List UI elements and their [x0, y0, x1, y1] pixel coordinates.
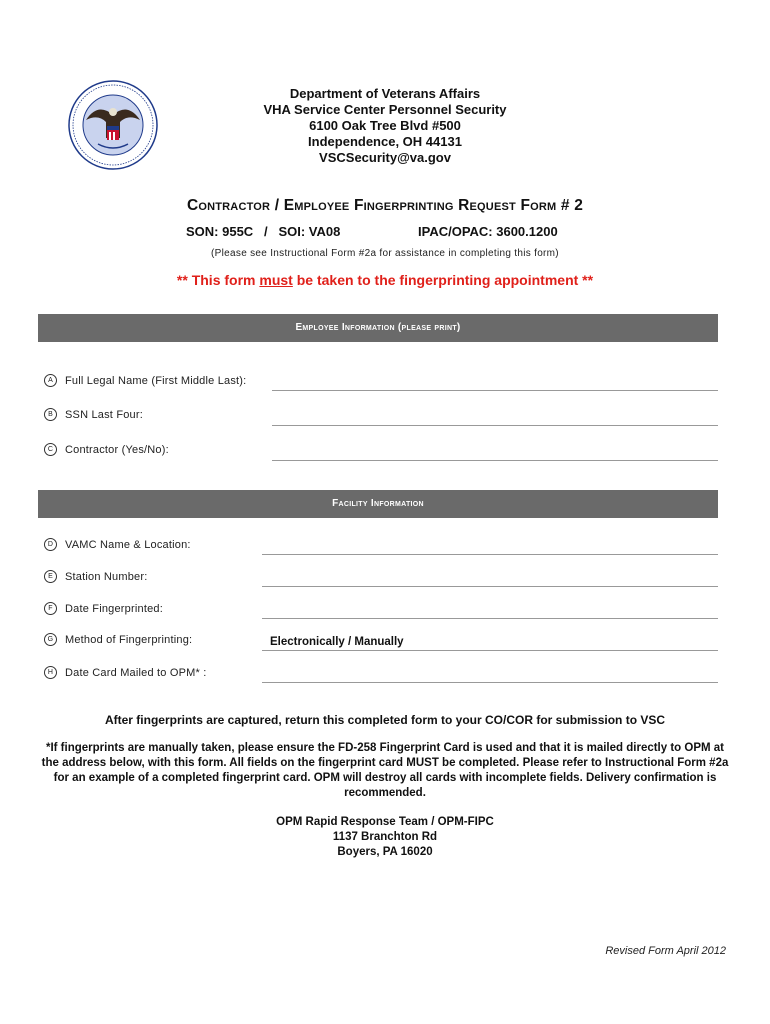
- header-line-email: VSCSecurity@va.gov: [319, 150, 451, 165]
- station-number-input-line[interactable]: [262, 586, 718, 587]
- ipac-code: IPAC/OPAC: 3600.1200: [418, 224, 558, 239]
- revision-date: Revised Form April 2012: [605, 945, 726, 957]
- marker-d-icon: D: [44, 538, 57, 551]
- must-note-suffix: be taken to the fingerprinting appointment **: [292, 272, 594, 288]
- method-input-line: [262, 650, 718, 651]
- opm-address-line-2: 1137 Branchton Rd: [332, 831, 438, 843]
- contractor-label: Contractor (Yes/No):: [65, 443, 169, 456]
- field-date-mailed: [44, 666, 207, 679]
- return-instructions: After fingerprints are captured, return this completed form to your CO/COR for submission to VSC: [104, 713, 666, 727]
- field-date-fingerprinted: [44, 602, 163, 615]
- opm-address-line-3: Boyers, PA 16020: [337, 846, 433, 858]
- marker-f-icon: F: [44, 602, 57, 615]
- marker-e-icon: E: [44, 570, 57, 583]
- ssn-input-line[interactable]: [272, 425, 718, 426]
- header-line-street: 6100 Oak Tree Blvd #500: [309, 118, 461, 133]
- marker-a-icon: A: [44, 374, 57, 387]
- marker-h-icon: H: [44, 666, 57, 679]
- field-method: [44, 633, 192, 646]
- must-note-emphasis: must: [259, 272, 293, 288]
- date-mailed-input-line[interactable]: [262, 682, 718, 683]
- field-vamc: [44, 538, 191, 551]
- header-line-city: Independence, OH 44131: [308, 134, 462, 149]
- vamc-input-line[interactable]: [262, 554, 718, 555]
- marker-g-icon: G: [44, 633, 57, 646]
- manual-fingerprint-note: *If fingerprints are manually taken, please ensure the FD-258 Fingerprint Card is used and that it is mailed directly to OPM at the address below, with this form. All fields on the fingerprint card MUST be completed. Please refer to Instructional Form #2a for an example of a completed fingerprint card. OPM will destroy all cards with incomplete fields. Delivery confirmation is recommended.: [41, 742, 729, 799]
- va-seal-icon: [68, 80, 158, 170]
- must-note-prefix: ** This form: [176, 272, 260, 288]
- opm-address: [0, 815, 770, 860]
- field-full-name: [44, 374, 246, 387]
- date-mailed-label: Date Card Mailed to OPM* :: [65, 666, 207, 679]
- instruction-note: (Please see Instructional Form #2a for assistance in completing this form): [211, 248, 559, 259]
- contractor-input-line[interactable]: [272, 460, 718, 461]
- header-line-office: VHA Service Center Personnel Security: [263, 102, 507, 117]
- full-name-label: Full Legal Name (First Middle Last):: [65, 374, 247, 387]
- method-label: Method of Fingerprinting:: [65, 633, 193, 646]
- agency-header: [180, 86, 590, 166]
- method-options[interactable]: Electronically / Manually: [270, 636, 404, 648]
- son-soi-codes: SON: 955C / SOI: VA08: [186, 224, 341, 239]
- date-fingerprinted-label: Date Fingerprinted:: [65, 602, 163, 615]
- marker-c-icon: C: [44, 443, 57, 456]
- employee-section-header: Employee Information (please print): [38, 314, 718, 342]
- full-name-input-line[interactable]: [272, 390, 718, 391]
- date-fingerprinted-input-line[interactable]: [262, 618, 718, 619]
- form-title: Contractor / Employee Fingerprinting Request Form # 2: [186, 197, 584, 214]
- ssn-label: SSN Last Four:: [65, 408, 143, 421]
- facility-section-header: Facility Information: [38, 490, 718, 518]
- field-contractor: [44, 443, 169, 456]
- station-number-label: Station Number:: [65, 570, 148, 583]
- opm-address-line-1: OPM Rapid Response Team / OPM-FIPC: [276, 816, 494, 828]
- field-ssn: [44, 408, 143, 421]
- header-line-department: Department of Veterans Affairs: [289, 86, 481, 101]
- vamc-label: VAMC Name & Location:: [65, 538, 191, 551]
- must-bring-notice: [0, 272, 770, 288]
- marker-b-icon: B: [44, 408, 57, 421]
- field-station-number: [44, 570, 147, 583]
